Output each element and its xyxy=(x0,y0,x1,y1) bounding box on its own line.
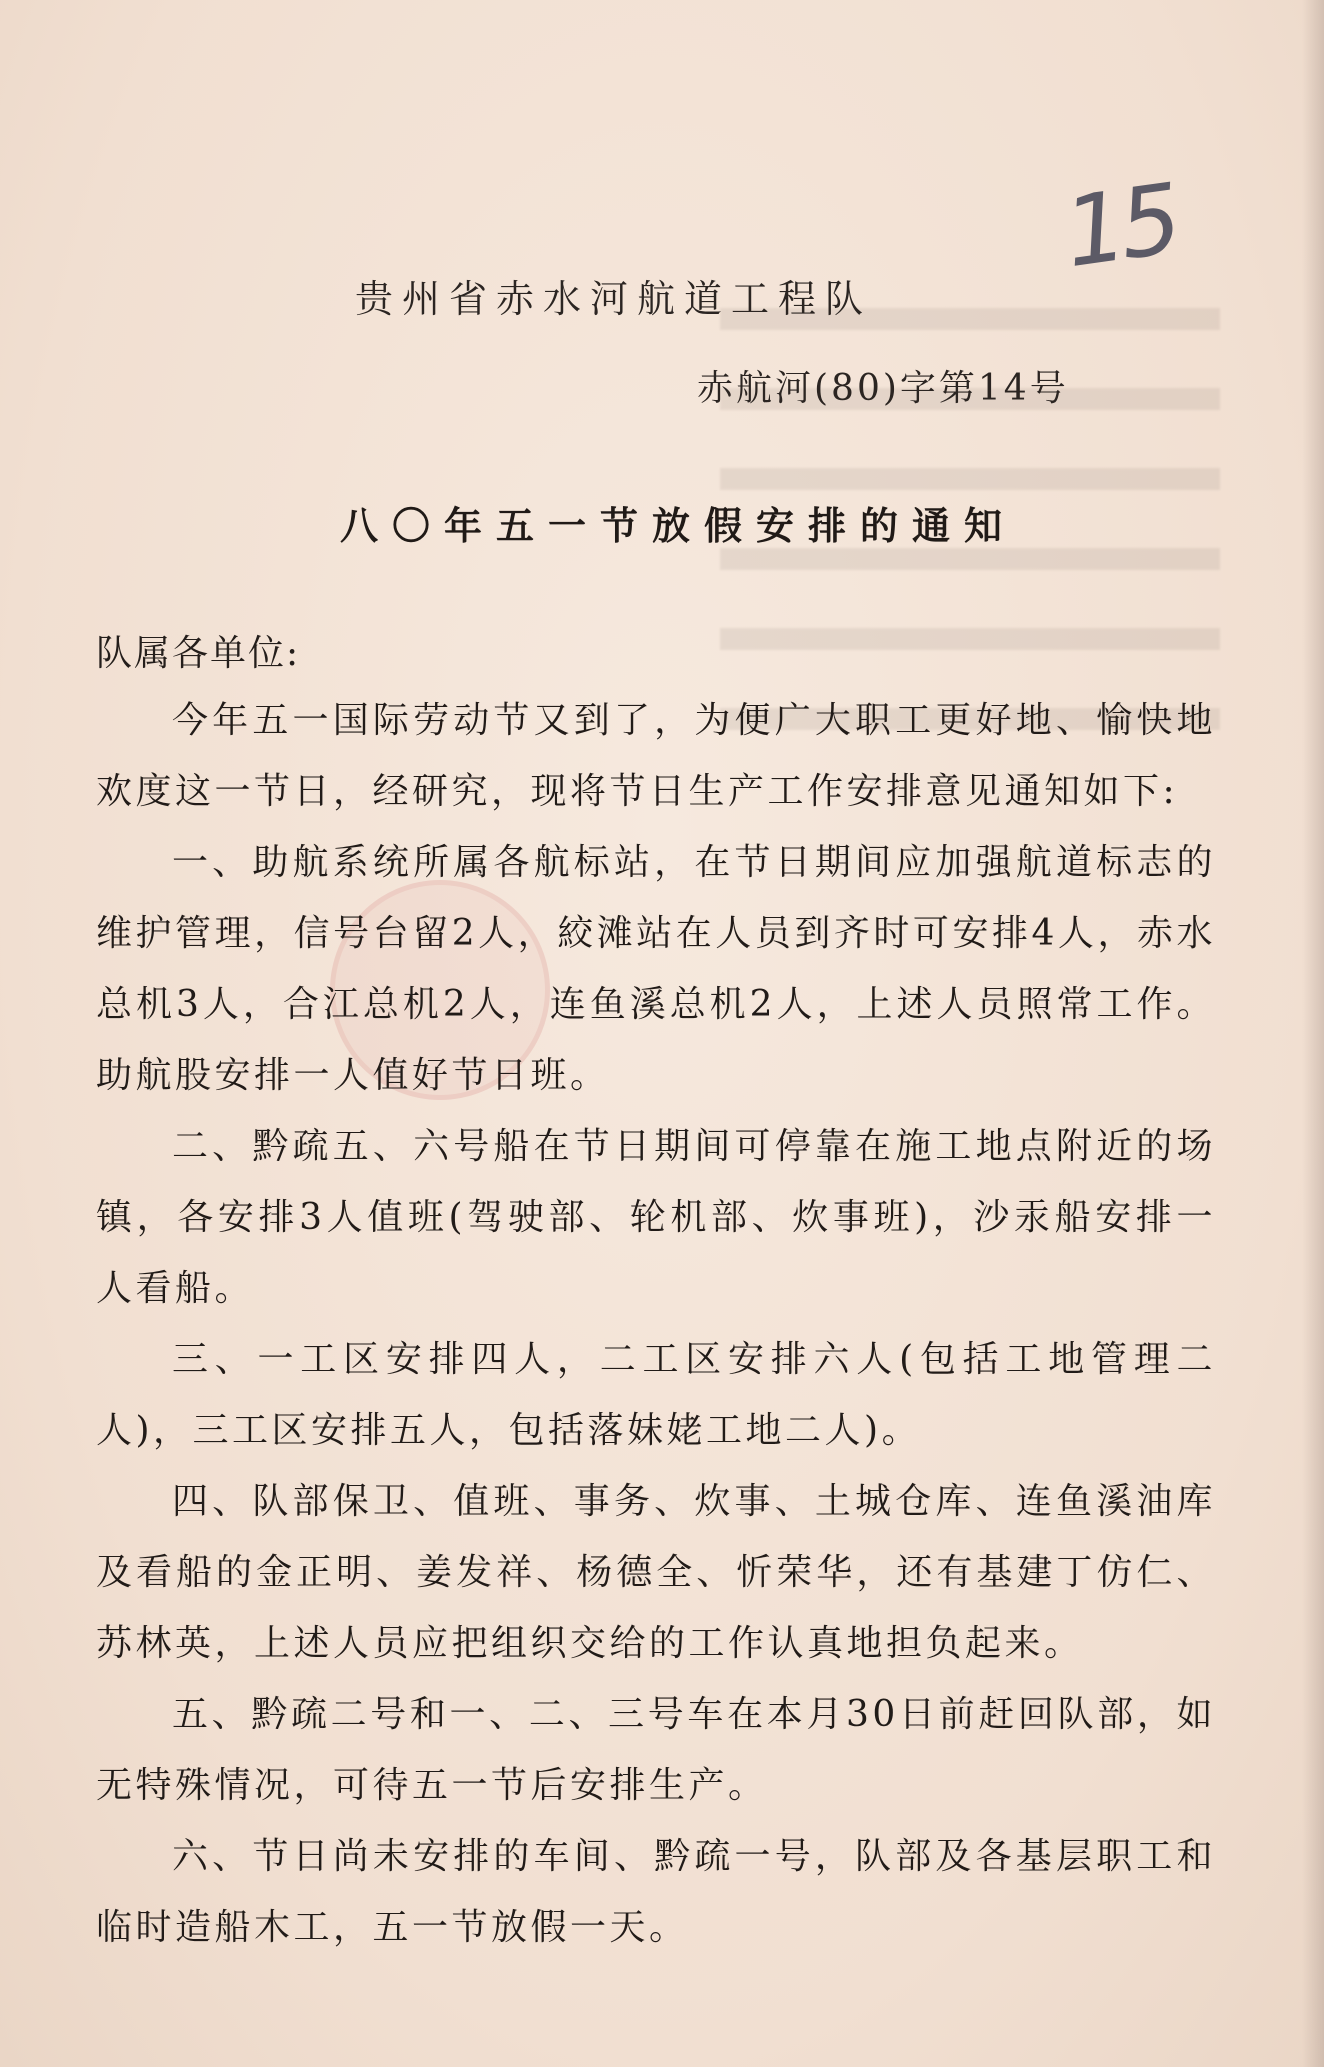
paragraph-item-2: 二、黔疏五、六号船在节日期间可停靠在施工地点附近的场镇，各安排3人值班(驾驶部、轮机部、炊事班)，沙汞船安排一人看船。 xyxy=(96,1126,1216,1309)
document-title: 八〇年五一节放假安排的通知 xyxy=(340,503,1017,548)
paragraph-item-4: 四、队部保卫、值班、事务、炊事、土城仓库、连鱼溪油库及看船的金正明、姜发祥、杨德全、忻荣华，还有基建丁仿仁、苏林英，上述人员应把组织交给的工作认真地担负起来。 xyxy=(96,1481,1216,1664)
paragraph-intro: 今年五一国际劳动节又到了，为便广大职工更好地、愉快地欢度这一节日，经研究，现将节日生产工作安排意见通知如下: xyxy=(96,700,1216,812)
handwritten-page-number: 15 xyxy=(1057,162,1183,290)
document-body xyxy=(96,685,1216,1963)
paragraph-item-5: 五、黔疏二号和一、二、三号车在本月30日前赶回队部，如无特殊情况，可待五一节后安排生产。 xyxy=(96,1694,1216,1806)
page-edge-shadow xyxy=(1302,0,1324,2067)
document-number: 赤航河(80)字第14号 xyxy=(697,368,1069,409)
paragraph-item-1: 一、助航系统所属各航标站，在节日期间应加强航道标志的维护管理，信号台留2人，絞滩站在人员到齐时可安排4人，赤水总机3人，合江总机2人，连鱼溪总机2人，上述人员照常工作。助航股安排一人值好节日班。 xyxy=(96,842,1216,1096)
addressee: 队属各单位: xyxy=(96,633,301,674)
organization-header: 贵州省赤水河航道工程队 xyxy=(355,277,873,321)
paragraph-item-3: 三、一工区安排四人，二工区安排六人(包括工地管理二人)，三工区安排五人，包括落妹姥工地二人)。 xyxy=(96,1339,1216,1451)
paragraph-item-6: 六、节日尚未安排的车间、黔疏一号，队部及各基层职工和临时造船木工，五一节放假一天。 xyxy=(96,1836,1216,1948)
